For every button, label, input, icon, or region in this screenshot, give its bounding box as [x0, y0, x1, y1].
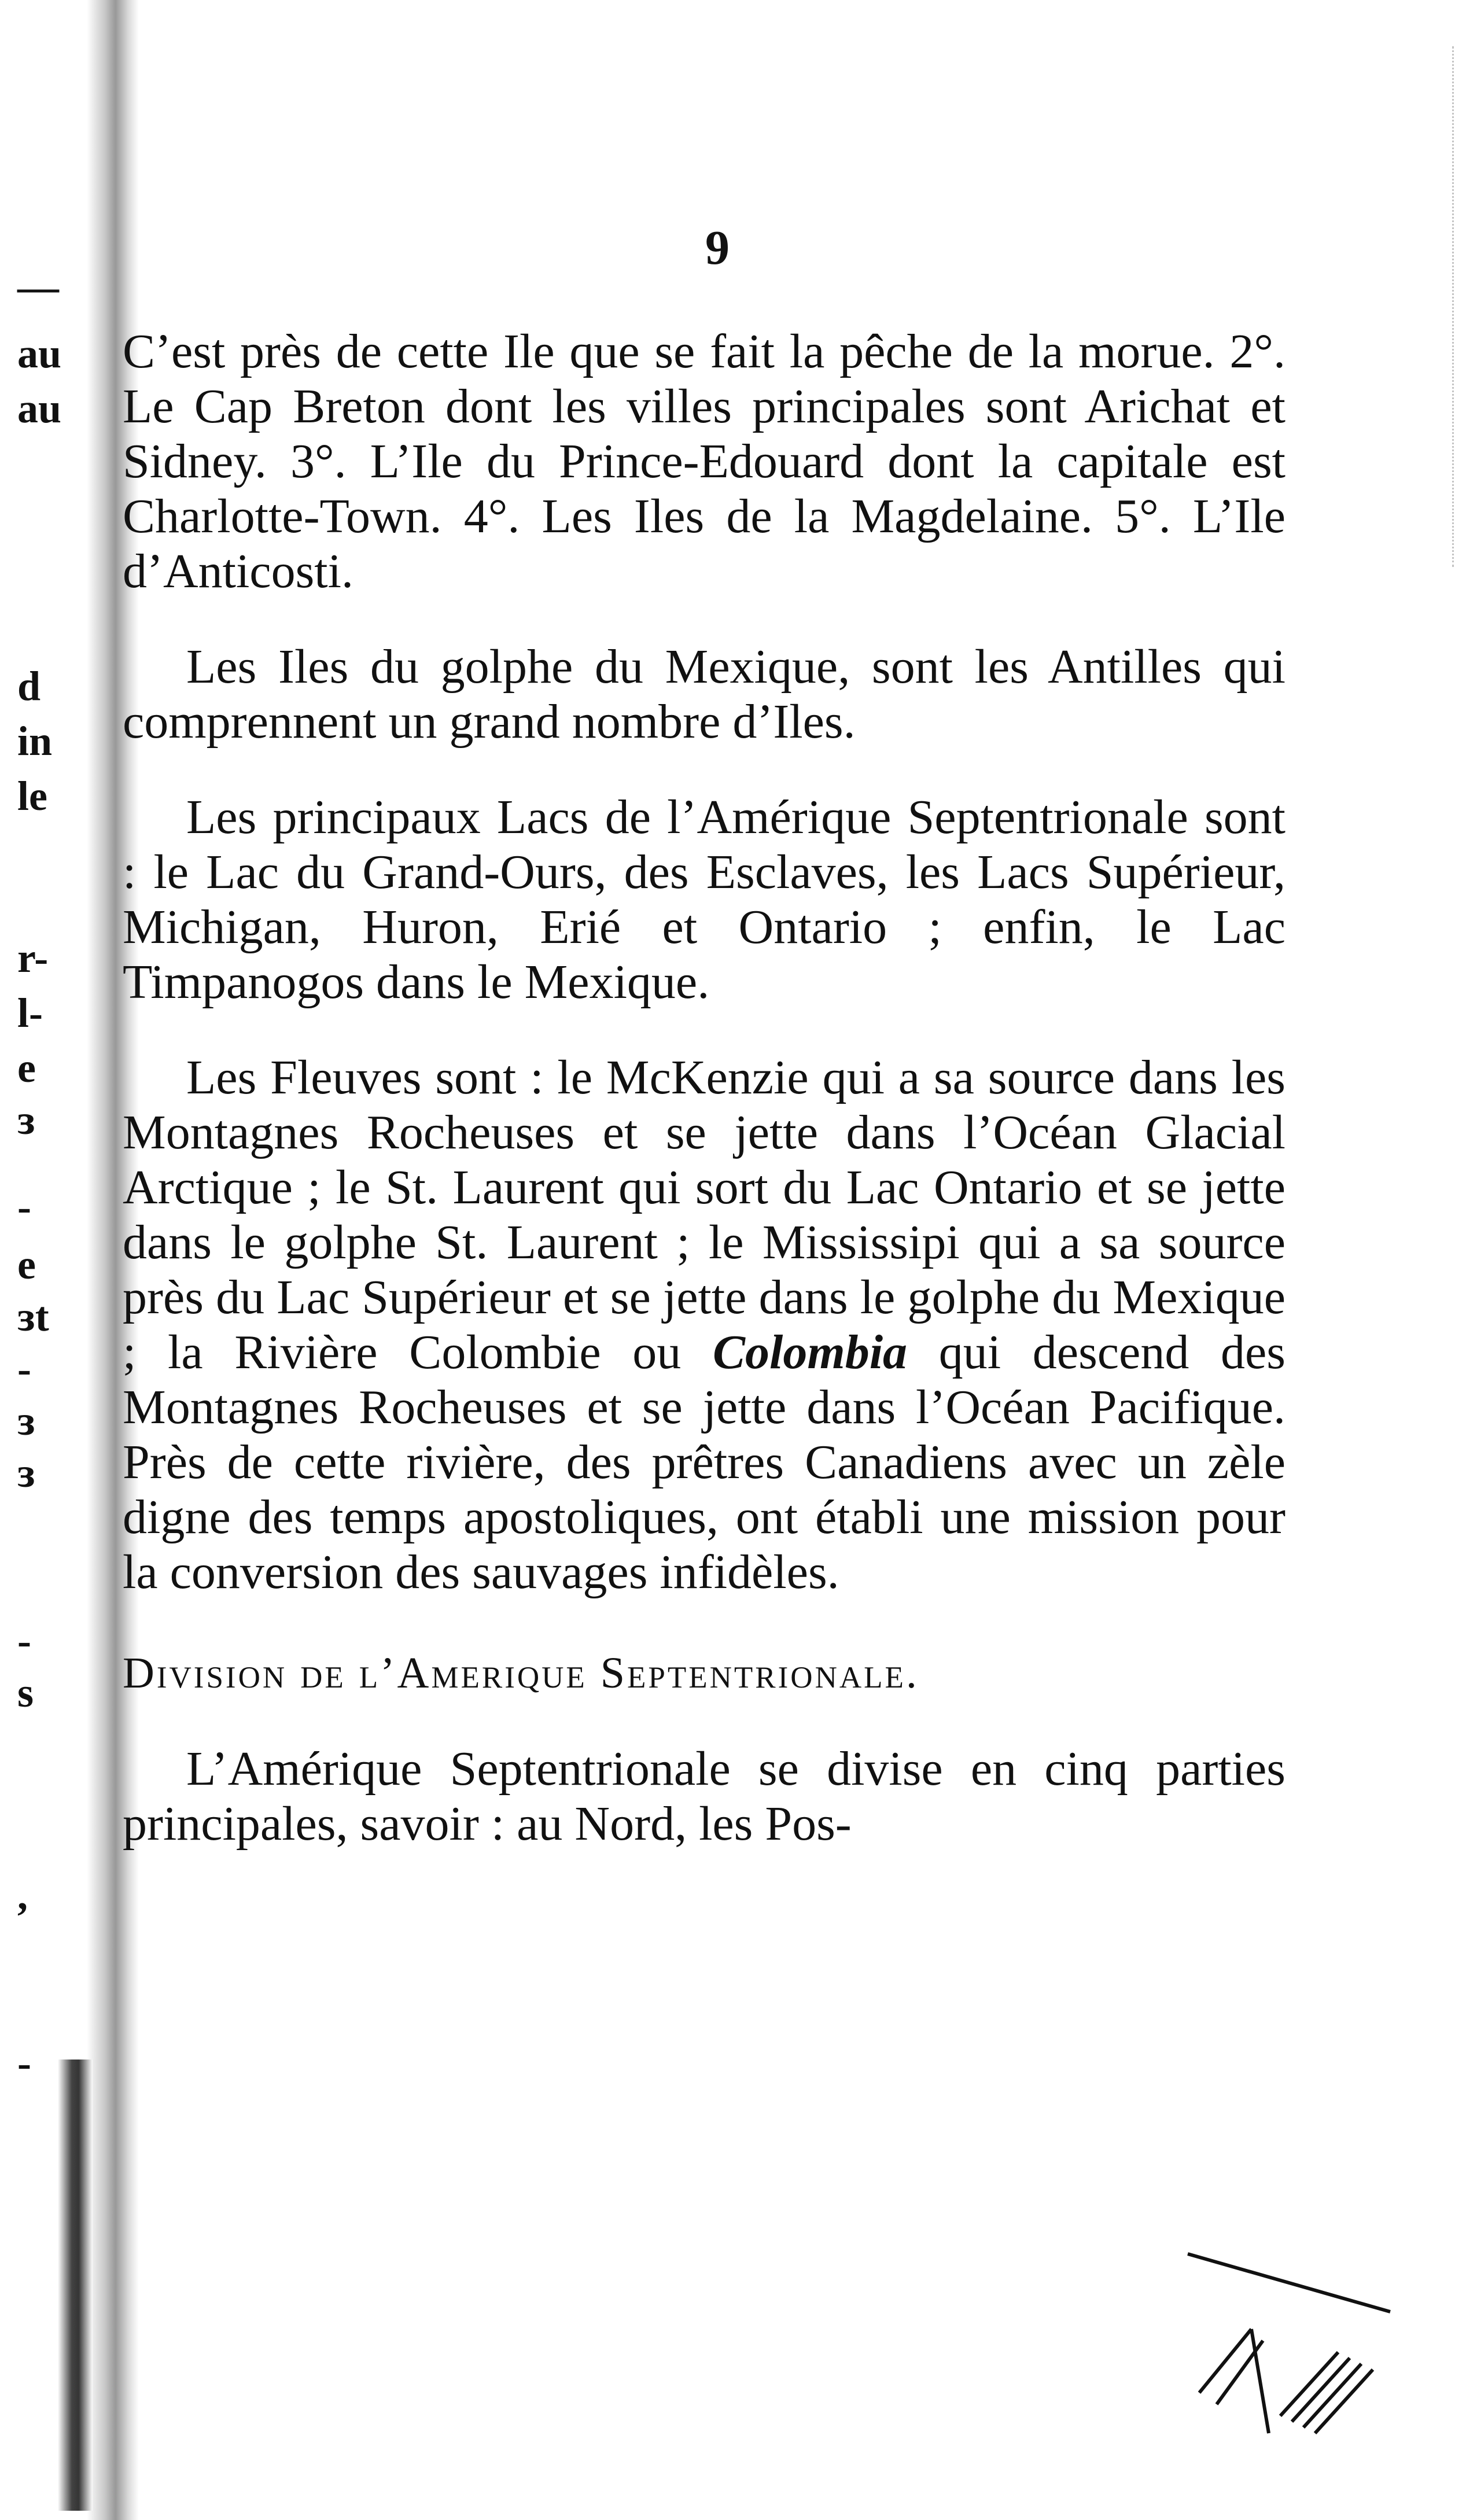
margin-fragment: ɜ — [17, 1097, 35, 1143]
margin-fragment: au — [17, 385, 62, 432]
paragraph-islands-continued: C’est près de cette Ile que se fait la pêche de la morue. 2°. Le Cap Breton dont les villes principales sont Arichat et Sidney. 3°. L’Ile du Prince-Edouard dont la capitale est Charlotte-Town. 4°. Les Iles de la Magdelaine. 5°. L’Ile d’Anticosti. — [123, 325, 1286, 598]
page-number: 9 — [705, 221, 730, 275]
margin-fragment: - — [17, 1184, 31, 1230]
margin-fragment: r- — [17, 935, 49, 981]
margin-fragment: l- — [17, 990, 43, 1036]
margin-fragment: in — [17, 718, 53, 764]
paragraph-rivers — [123, 1050, 1286, 1600]
margin-fragment: ɜ — [17, 1398, 35, 1444]
rivers-italic-colombia: Colombia — [713, 1325, 908, 1379]
paragraph-divisions: L’Amérique Septentrionale se divise en cinq parties principales, savoir : au Nord, les Pos- — [123, 1742, 1286, 1851]
margin-fragment: , — [17, 1872, 28, 1918]
rivers-text-part-1: Les Fleuves sont : le McKenzie qui a sa source dans les Montagnes Rocheuses et se jette dans l’Océan Glacial Arctique ; le St. Laurent qui sort du Lac Ontario et se jette dans le golphe St. Laurent ; le Mississipi qui a sa source près du Lac Supérieur et se jette dans le golphe du Mexique ; la Rivière Colombie ou — [123, 1051, 1286, 1379]
page-text-body — [123, 324, 1286, 1851]
margin-fragment: au — [17, 330, 62, 377]
margin-fragment: s — [17, 1670, 34, 1716]
margin-fragment: e — [17, 1045, 36, 1091]
margin-fragment: - — [17, 1346, 31, 1392]
margin-fragment: d — [17, 663, 41, 709]
corner-scratch-marks — [1165, 2242, 1408, 2451]
binding-gutter-dark-strip — [58, 2060, 93, 2511]
rivers-text-part-2: qui descend des Montagnes Rocheuses et se jette dans l’Océan Pacifique. Près de cette rivière, des prêtres Canadiens avec un zèle digne des temps apostoliques, ont établi une mission pour la conversion des sauvages infidèles. — [123, 1325, 1286, 1599]
margin-fragment: ɜt — [17, 1294, 49, 1340]
section-heading: Division de l’Amerique Septentrionale. — [123, 1649, 919, 1697]
margin-fragment: - — [17, 2040, 31, 2086]
margin-fragment: e — [17, 1241, 36, 1288]
margin-fragment: ɜ — [17, 1450, 35, 1496]
margin-fragment: le — [17, 773, 47, 819]
page-edge-noise — [1417, 46, 1454, 567]
margin-fragment: - — [17, 1618, 31, 1664]
margin-fragment: — — [17, 264, 59, 310]
paragraph-gulf-of-mexico-islands: Les Iles du golphe du Mexique, sont les Antilles qui comprennent un grand nombre d’Iles. — [123, 640, 1286, 749]
paragraph-lakes: Les principaux Lacs de l’Amérique Septentrionale sont : le Lac du Grand-Ours, des Esclaves, les Lacs Supérieur, Michigan, Huron, Erié et Ontario ; enfin, le Lac Timpanogos dans le Mexique. — [123, 790, 1286, 1009]
